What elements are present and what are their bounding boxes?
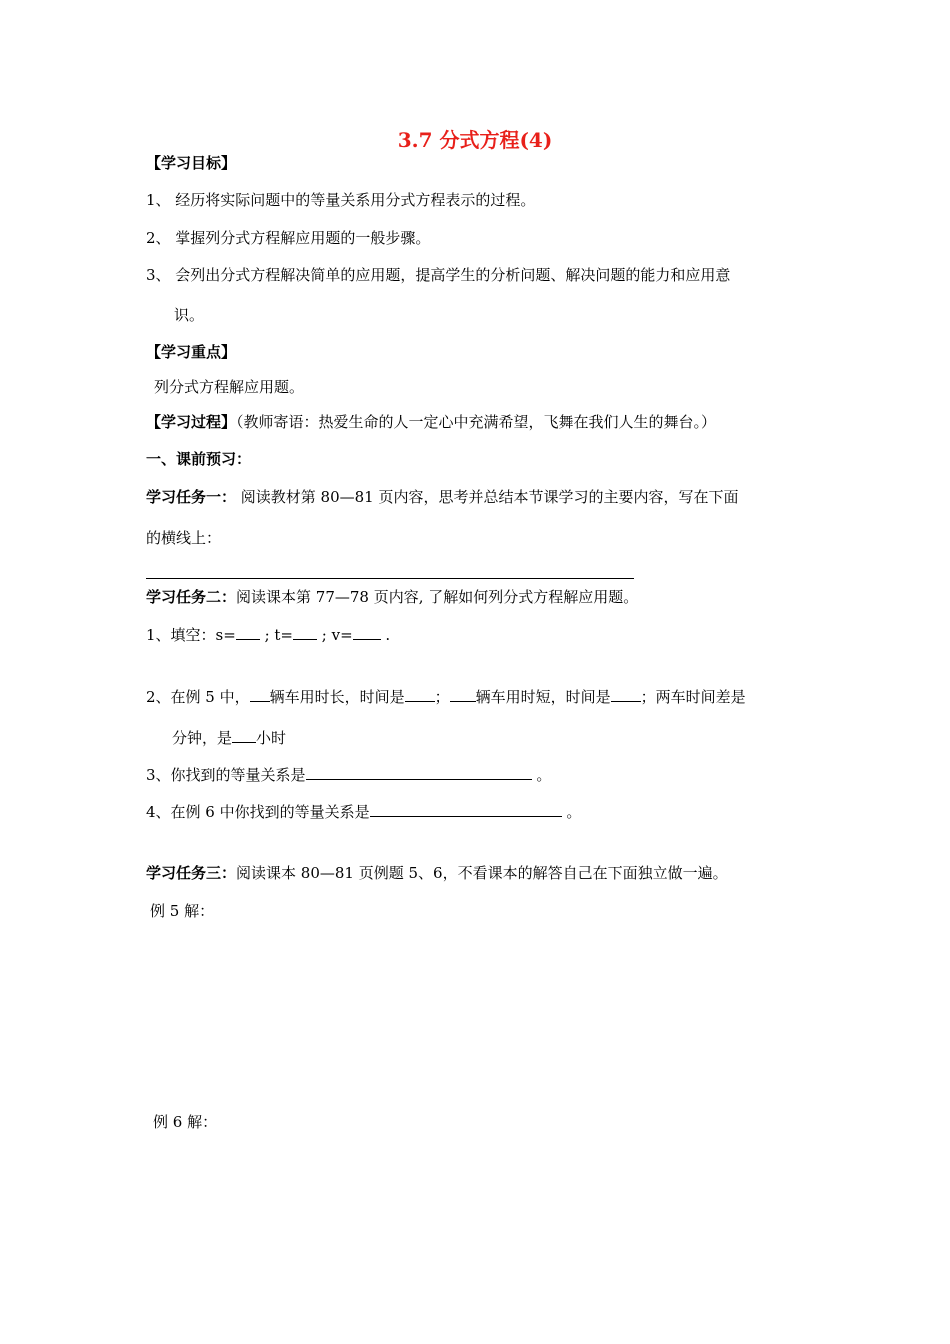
q1-v-label: ; v= [317,626,353,644]
q2-blank-5[interactable] [232,728,256,743]
task3-label: 学习任务三： [146,864,237,882]
answer-line [146,578,634,579]
t-blank[interactable] [293,625,317,640]
key-points-text: 列分式方程解应用题。 [154,378,305,396]
process-heading: 【学习过程】 [146,413,237,431]
task1-text: 阅读教材第 80—81 页内容，思考并总结本节课学习的主要内容，写在下面 [236,488,739,506]
q2-part-b: 辆车用时长，时间是 [269,688,405,706]
teacher-motto: （教师寄语：热爱生命的人一定心中充满希望，飞舞在我们人生的舞台。） [236,413,717,431]
q4-end: 。 [561,803,582,821]
task1-text-cont: 的横线上： [146,529,222,547]
objectives-heading: 【学习目标】 [146,154,237,172]
q2-part-a: 2、在例 5 中， [146,688,250,706]
task3-text: 阅读课本 80—81 页例题 5、6，不看课本的解答自己在下面独立做一遍。 [236,864,728,882]
q4-blank[interactable] [370,802,562,817]
q2-blank-3[interactable] [450,687,476,702]
task1-label: 学习任务一： [146,488,237,506]
q1-end: . [380,626,391,644]
process-line [146,411,716,432]
key-points-heading: 【学习重点】 [146,343,237,361]
page-title: 3.7 分式方程(4) [397,128,553,152]
objective-item-1: 1、 经历将实际问题中的等量关系用分式方程表示的过程。 [146,191,536,209]
task2-text: 阅读课本第 77—78 页内容, 了解如何列分式方程解应用题。 [236,588,639,606]
v-blank[interactable] [353,625,381,640]
s-blank[interactable] [236,625,260,640]
task1-line [146,486,739,507]
q2-part-f: 分钟，是 [172,729,233,747]
q2-part-d: 辆车用时短，时间是 [475,688,611,706]
q2-part-g: 小时 [256,729,287,747]
q2-blank-1[interactable] [250,687,270,702]
task2-question-1 [146,624,390,645]
q4-label: 4、在例 6 中你找到的等量关系是 [146,803,370,821]
q2-blank-2[interactable] [405,687,435,702]
q2-part-c: ； [434,688,450,706]
task2-question-2-cont [172,727,286,748]
q3-label: 3、你找到的等量关系是 [146,766,306,784]
task3-line [146,862,728,883]
q1-s-label: 1、填空：s= [146,626,236,644]
preview-heading: 一、课前预习： [146,450,252,468]
q2-blank-4[interactable] [611,687,641,702]
q3-blank[interactable] [306,765,532,780]
example-6-label: 例 6 解： [153,1113,218,1131]
task2-label: 学习任务二： [146,588,237,606]
task2-question-3 [146,764,551,785]
task2-line [146,586,638,607]
task2-question-2 [146,686,746,707]
q1-t-label: ; t= [259,626,293,644]
objective-item-3: 3、 会列出分式方程解决简单的应用题，提高学生的分析问题、解决问题的能力和应用意 [146,266,731,284]
objective-item-3-cont: 识。 [174,306,205,324]
objective-item-2: 2、 掌握列分式方程解应用题的一般步骤。 [146,229,431,247]
q3-end: 。 [531,766,552,784]
example-5-label: 例 5 解： [150,902,215,920]
q2-part-e: ；两车时间差是 [640,688,746,706]
task2-question-4 [146,801,581,822]
